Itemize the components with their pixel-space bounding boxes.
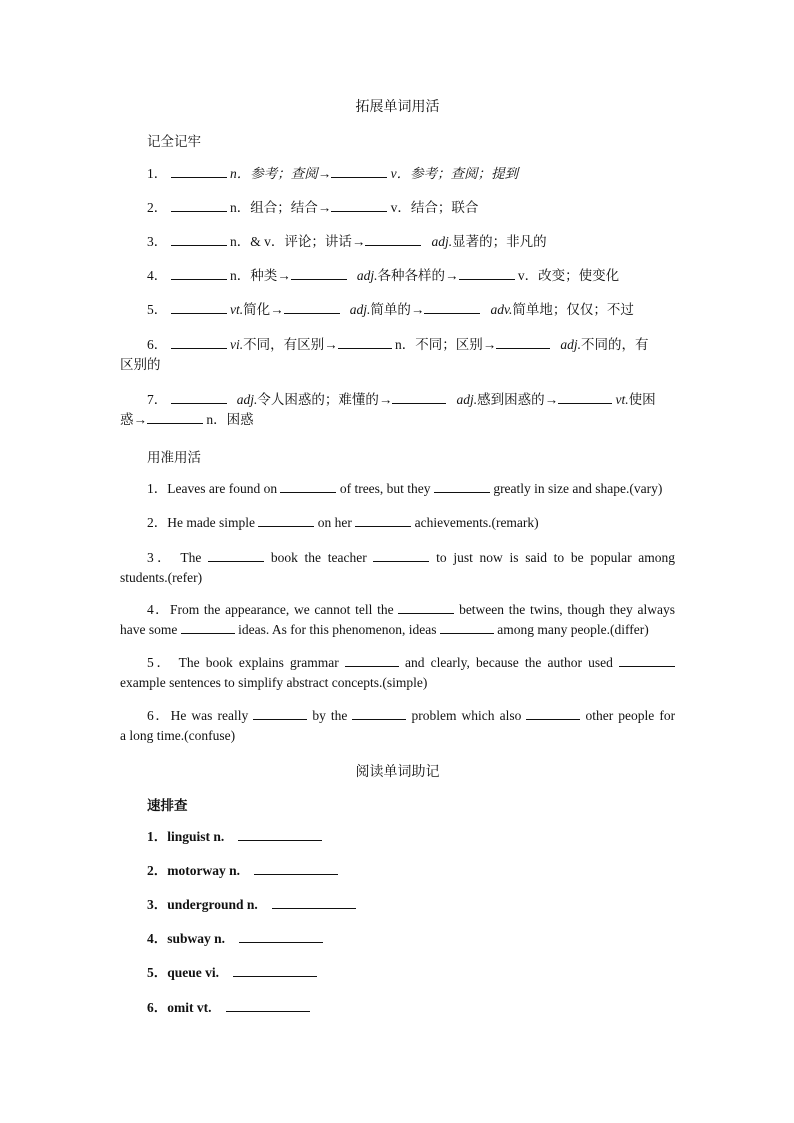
list-item: 1． n．参考；查阅→ v．参考；查阅；提到 (147, 166, 519, 181)
answer-blank[interactable] (331, 165, 387, 178)
answer-blank[interactable] (459, 267, 515, 280)
answer-blank[interactable] (233, 964, 317, 977)
answer-blank[interactable] (338, 336, 392, 349)
subheading-memorize: 记全记牢 (147, 134, 201, 149)
answer-blank[interactable] (291, 267, 347, 280)
answer-blank[interactable] (440, 621, 494, 634)
list-item: 2．He made simple on her achievements.(remark) (147, 515, 539, 530)
list-item: 4．subway n. (147, 929, 323, 949)
list-item: 7． adj.令人困惑的；难懂的→ adj.感到困惑的→ vt.使困 惑→ n．困惑 (120, 392, 656, 427)
answer-blank[interactable] (392, 391, 446, 404)
answer-blank[interactable] (619, 654, 675, 667)
list-item: 6． vi.不同，有区别→ n．不同；区别→ adj.不同的，有 区别的 (120, 337, 649, 372)
answer-blank[interactable] (424, 301, 480, 314)
answer-blank[interactable] (398, 601, 454, 614)
list-item: 5． The book explains grammar and clearly, because the author used example sentences to simplify abstract concepts.(simple) (120, 653, 675, 693)
list-item: 1．linguist n. (147, 827, 322, 847)
answer-blank[interactable] (171, 267, 227, 280)
list-item: 3．underground n. (147, 895, 356, 915)
list-item: 5． vt.简化→ adj.简单的→ adv.简单地；仅仅；不过 (147, 302, 634, 317)
subheading-quick-check: 速排查 (147, 798, 188, 813)
answer-blank[interactable] (171, 391, 227, 404)
answer-blank[interactable] (284, 301, 340, 314)
answer-blank[interactable] (147, 411, 203, 424)
answer-blank[interactable] (254, 862, 338, 875)
answer-blank[interactable] (331, 199, 387, 212)
answer-blank[interactable] (345, 654, 399, 667)
answer-blank[interactable] (171, 336, 227, 349)
answer-blank[interactable] (434, 480, 490, 493)
list-item: 1．Leaves are found on of trees, but they greatly in size and shape.(vary) (147, 481, 663, 496)
list-item: 6．He was really by the problem which also other people for a long time.(confuse) (120, 708, 676, 743)
answer-blank[interactable] (558, 391, 612, 404)
answer-blank[interactable] (280, 480, 336, 493)
answer-blank[interactable] (258, 514, 314, 527)
answer-blank[interactable] (373, 549, 429, 562)
list-item: 3． The book the teacher to just now is said to be popular among students.(refer) (120, 550, 676, 585)
answer-blank[interactable] (272, 896, 356, 909)
list-item: 5．queue vi. (147, 963, 317, 983)
list-item: 2． n．组合；结合→ v．结合；联合 (147, 200, 479, 215)
answer-blank[interactable] (239, 930, 323, 943)
list-item: 2．motorway n. (147, 861, 338, 881)
list-item: 6．omit vt. (147, 998, 310, 1018)
answer-blank[interactable] (171, 233, 227, 246)
answer-blank[interactable] (238, 828, 322, 841)
answer-blank[interactable] (208, 549, 264, 562)
answer-blank[interactable] (226, 999, 310, 1012)
answer-blank[interactable] (496, 336, 550, 349)
section-title-reading: 阅读单词助记 (355, 765, 440, 780)
answer-blank[interactable] (365, 233, 421, 246)
answer-blank[interactable] (171, 301, 227, 314)
list-item: 4．From the appearance, we cannot tell the between the twins, though they always have some ideas. As for this phenomenon, ideas among many people.(differ) (120, 602, 676, 637)
section-title-expand: 拓展单词用活 (355, 100, 440, 115)
list-item: 4． n．种类→ adj.各种各样的→ v．改变；使变化 (147, 268, 620, 283)
answer-blank[interactable] (355, 514, 411, 527)
answer-blank[interactable] (253, 707, 307, 720)
subheading-usage: 用准用活 (147, 450, 201, 465)
answer-blank[interactable] (171, 199, 227, 212)
answer-blank[interactable] (526, 707, 580, 720)
list-item: 3． n．& v．评论；讲话→ adj.显著的；非凡的 (147, 234, 547, 249)
answer-blank[interactable] (181, 621, 235, 634)
answer-blank[interactable] (171, 165, 227, 178)
answer-blank[interactable] (352, 707, 406, 720)
